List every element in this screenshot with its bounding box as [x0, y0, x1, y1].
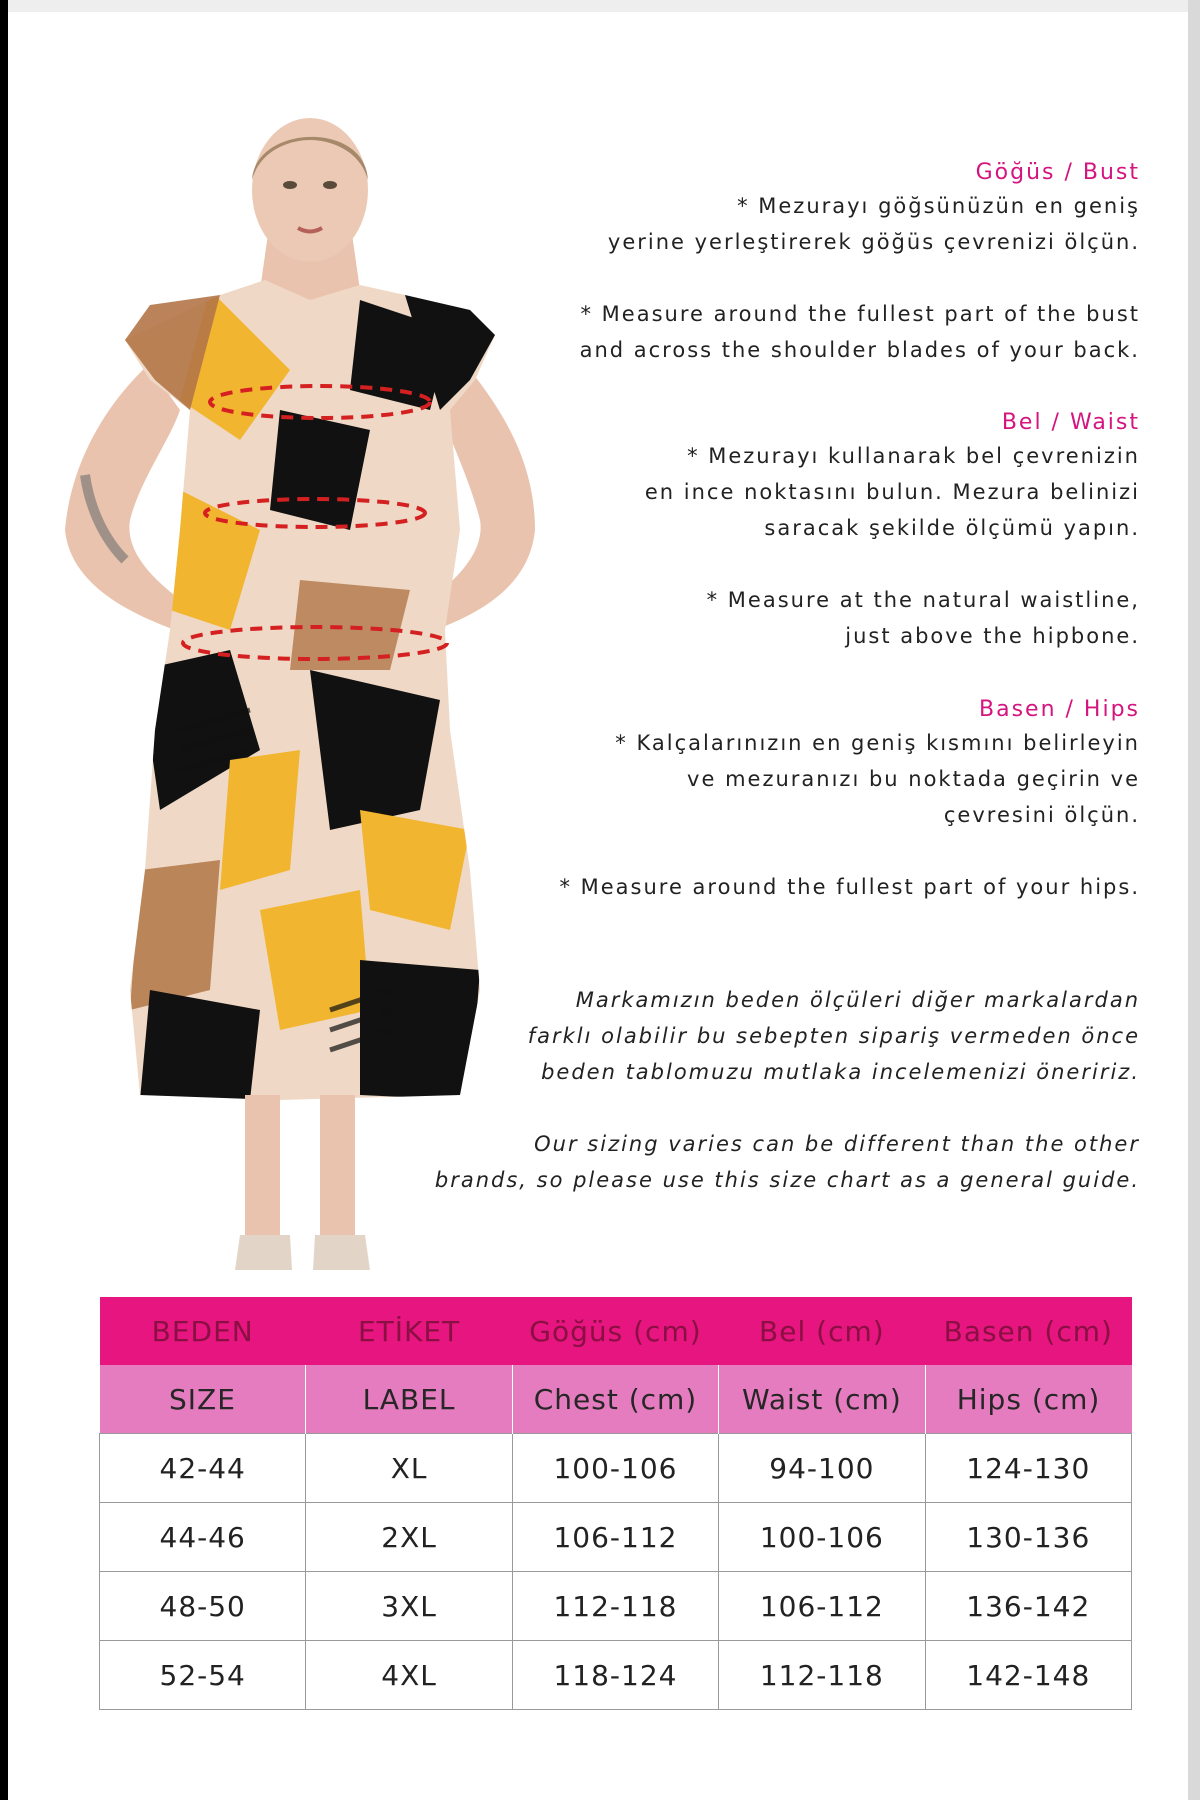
note-tr-line-2: farklı olabilir bu sebepten sipariş vermeden önce — [527, 1024, 1140, 1048]
cell-label: 2XL — [306, 1503, 512, 1572]
cell-hips: 142-148 — [925, 1641, 1131, 1710]
cell-label: XL — [306, 1434, 512, 1503]
bust-section — [580, 158, 1140, 368]
table-row — [100, 1434, 1132, 1503]
cell-label: 4XL — [306, 1641, 512, 1710]
note-en-line-1: Our sizing varies can be different than the other — [534, 1132, 1140, 1156]
hips-title: Basen / Hips — [979, 697, 1140, 722]
header-beden: BEDEN — [100, 1297, 306, 1365]
right-scrollbar[interactable] — [1188, 0, 1200, 1800]
header-etiket: ETİKET — [306, 1297, 512, 1365]
cell-chest: 112-118 — [512, 1572, 718, 1641]
header-chest: Chest (cm) — [512, 1365, 718, 1434]
cell-chest: 106-112 — [512, 1503, 718, 1572]
left-border — [0, 0, 8, 1800]
header-waist: Waist (cm) — [719, 1365, 925, 1434]
cell-waist: 94-100 — [719, 1434, 925, 1503]
table-header-tr — [100, 1297, 1132, 1365]
header-size: SIZE — [100, 1365, 306, 1434]
cell-label: 3XL — [306, 1572, 512, 1641]
bust-en-line-1: * Measure around the fullest part of the bust — [580, 302, 1140, 326]
top-border — [0, 0, 1200, 12]
cell-size: 42-44 — [100, 1434, 306, 1503]
cell-hips: 136-142 — [925, 1572, 1131, 1641]
bust-en-line-2: and across the shoulder blades of your back. — [579, 338, 1140, 362]
table-row — [100, 1641, 1132, 1710]
note-tr-line-3: beden tablomuzu mutlaka incelemenizi öneririz. — [541, 1060, 1140, 1084]
note-en-line-2: brands, so please use this size chart as a general guide. — [434, 1168, 1140, 1192]
bust-tr-line-2: yerine yerleştirerek göğüs çevrenizi ölçün. — [607, 230, 1140, 254]
table-row — [100, 1503, 1132, 1572]
hips-en-line-1: * Measure around the fullest part of your hips. — [559, 875, 1140, 899]
hips-section — [559, 695, 1140, 905]
bust-title: Göğüs / Bust — [975, 160, 1140, 185]
header-hips: Hips (cm) — [925, 1365, 1131, 1434]
size-chart-table — [99, 1297, 1132, 1710]
left-shoe — [235, 1235, 292, 1270]
cell-hips: 124-130 — [925, 1434, 1131, 1503]
waist-tr-line-3: saracak şekilde ölçümü yapın. — [764, 516, 1140, 540]
cell-size: 52-54 — [100, 1641, 306, 1710]
header-bel: Bel (cm) — [719, 1297, 925, 1365]
table-header-en — [100, 1365, 1132, 1434]
header-label: LABEL — [306, 1365, 512, 1434]
cell-hips: 130-136 — [925, 1503, 1131, 1572]
bust-tr-line-1: * Mezurayı göğsünüzün en geniş — [737, 194, 1140, 218]
hips-tr-line-1: * Kalçalarınızın en geniş kısmını belirleyin — [615, 731, 1140, 755]
waist-title: Bel / Waist — [1001, 410, 1140, 435]
waist-en-line-2: just above the hipbone. — [845, 624, 1140, 648]
cell-size: 44-46 — [100, 1503, 306, 1572]
header-basen: Basen (cm) — [925, 1297, 1131, 1365]
cell-waist: 100-106 — [719, 1503, 925, 1572]
cell-size: 48-50 — [100, 1572, 306, 1641]
sizing-note — [435, 982, 1140, 1198]
right-shoe — [313, 1235, 370, 1270]
header-gogus: Göğüs (cm) — [512, 1297, 718, 1365]
hips-tr-line-2: ve mezuranızı bu noktada geçirin ve — [687, 767, 1140, 791]
cell-waist: 106-112 — [719, 1572, 925, 1641]
table-row — [100, 1572, 1132, 1641]
cell-chest: 118-124 — [512, 1641, 718, 1710]
waist-tr-line-2: en ince noktasını bulun. Mezura belinizi — [644, 480, 1140, 504]
hips-tr-line-3: çevresini ölçün. — [943, 803, 1140, 827]
waist-en-line-1: * Measure at the natural waistline, — [706, 588, 1140, 612]
cell-chest: 100-106 — [512, 1434, 718, 1503]
note-tr-line-1: Markamızın beden ölçüleri diğer markalardan — [575, 988, 1140, 1012]
waist-section — [645, 408, 1140, 654]
waist-tr-line-1: * Mezurayı kullanarak bel çevrenizin — [687, 444, 1140, 468]
cell-waist: 112-118 — [719, 1641, 925, 1710]
